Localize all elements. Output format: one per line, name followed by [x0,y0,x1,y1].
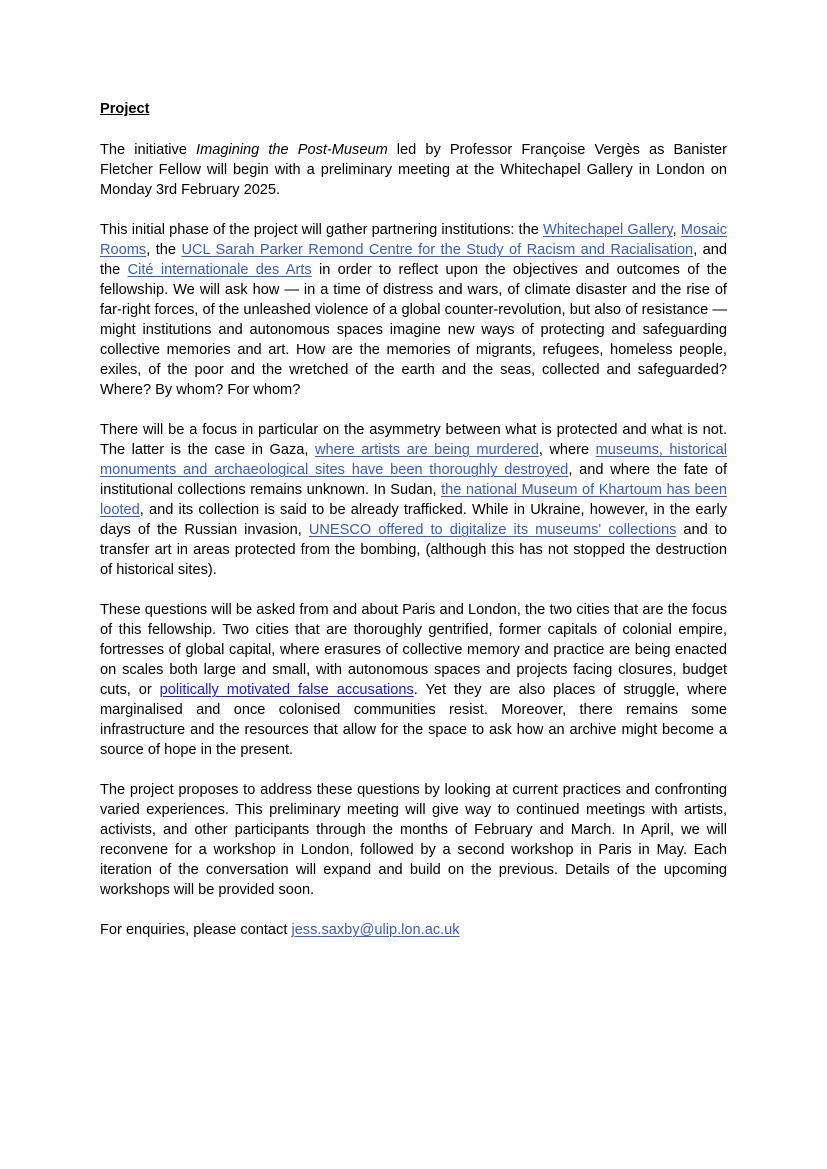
text: , and the [100,242,728,278]
link-mosaic-rooms[interactable]: Mosaic Rooms [100,222,728,258]
paragraph-partners [100,220,727,400]
link-khartoum-museum-looted[interactable]: the national Museum of Khartoum has been looted [100,482,727,518]
document-page [100,98,727,960]
text: The project proposes to address these questions by looking at current practices and confronting varied experiences. This preliminary meeting will give way to continued meetings with artists, activists, and other participants through the months of February and March. In April, we will reconvene for a workshop in London, followed by a second workshop in Paris in May. Each iteration of the conversation will expand and build on the previous. Details of the upcoming workshops will be provided soon. [100,782,727,898]
paragraph-contact [100,920,727,940]
text: These questions will be asked from and about Paris and London, the two cities that are the focus of this fellowship. Two cities that are thoroughly gentrified, former capitals of colonial empire, fortresses of global capital, where erasures of collective memory and practice are being enacted on scales both large and small, with autonomous spaces and projects facing closures, budget cuts, or [100,602,727,698]
text: , the [146,242,182,258]
text: in order to reflect upon the objectives and outcomes of the fellowship. We will ask how — in a time of distress and wars, of climate disaster and the rise of far-right forces, of the unleashed violence of a global counter-revolution, but also of resistance — might institutions and autonomous spaces imagine new ways of protecting and safeguarding collective memories and art. How are the memories of migrants, refugees, homeless people, exiles, of the poor and the wretched of the earth and the seas, collected and safeguarded? Where? By whom? For whom? [100,262,727,398]
section-heading: Project [100,101,150,117]
text: led by Professor Françoise Vergès as Banister Fletcher Fellow will begin with a preliminary meeting at the Whitechapel Gallery in London on Monday 3rd February 2025. [100,142,727,198]
paragraph-cities [100,600,727,760]
link-artists-murdered[interactable]: where artists are being murdered [314,442,539,458]
project-title: Imagining the Post-Museum [196,142,388,158]
text: , [672,222,681,238]
paragraph-proposal [100,780,727,900]
text: , where [538,442,596,458]
link-contact-email[interactable]: jess.saxby@ulip.lon.ac.uk [291,922,460,938]
link-ucl-sarah-parker-remond-centre[interactable]: UCL Sarah Parker Remond Centre for the Study of Racism and Racialisation [181,242,694,258]
link-whitechapel-gallery[interactable]: Whitechapel Gallery [542,222,673,238]
text: The initiative [100,142,197,158]
link-false-accusations[interactable]: politically motivated false accusations [159,682,414,698]
link-unesco-digitalize[interactable]: UNESCO offered to digitalize its museums' collections [308,522,677,538]
paragraph-intro [100,140,727,200]
text: For enquiries, please contact [100,922,292,938]
link-museums-destroyed[interactable]: museums, historical monuments and archaeological sites have been thoroughly destroyed [100,442,727,478]
text: and to transfer art in areas protected from the bombing, (although this has not stopped the destruction of historical sites). [100,522,727,578]
text: There will be a focus in particular on the asymmetry between what is protected and what is not. The latter is the case in Gaza, [100,422,727,458]
link-cite-internationale-des-arts[interactable]: Cité internationale des Arts [127,262,312,278]
paragraph-asymmetry [100,420,727,580]
text: , and where the fate of institutional collections remains unknown. In Sudan, [100,462,728,498]
text: , and its collection is said to be already trafficked. While in Ukraine, however, in the early days of the Russian invasion, [100,502,727,538]
text: . Yet they are also places of struggle, where marginalised and once colonised communities resist. Moreover, there remains some infrastructure and the resources that allow for the space to ask how an archive might become a source of hope in the present. [100,682,727,758]
text: This initial phase of the project will gather partnering institutions: the [100,222,543,238]
